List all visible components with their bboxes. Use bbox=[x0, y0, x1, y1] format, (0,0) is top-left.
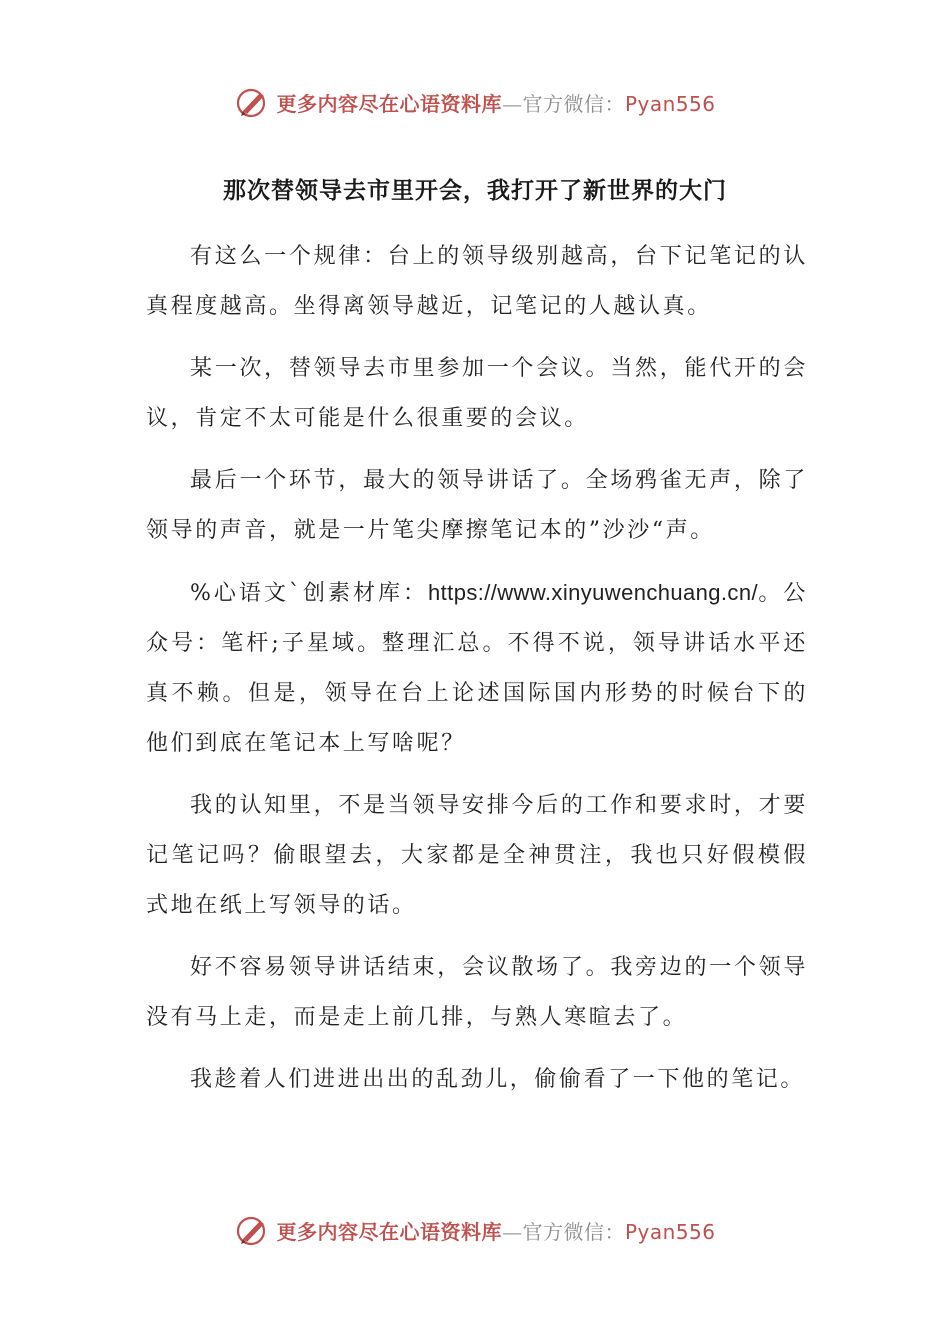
watermark-text bbox=[276, 88, 715, 117]
article-body bbox=[146, 232, 808, 1117]
paragraph-3: 最后一个环节，最大的领导讲话了。全场鸦雀无声，除了领导的声音，就是一片笔尖摩擦笔记本的”沙沙“声。 bbox=[146, 468, 808, 543]
watermark-text bbox=[276, 1216, 715, 1245]
watermark-dash: — bbox=[501, 91, 523, 116]
watermark-official: 官方微信： bbox=[522, 91, 625, 116]
article-title: 那次替领导去市里开会，我打开了新世界的大门 bbox=[223, 177, 727, 204]
paragraph-4 bbox=[146, 568, 808, 769]
paragraph-1: 有这么一个规律：台上的领导级别越高，台下记笔记的认真程度越高。坐得离领导越近，记笔记的人越认真。 bbox=[146, 244, 808, 319]
source-suffix: 。公众号：笔杆;子星域。整理汇总。不得不说，领导讲话水平还真不赖。但是，领导在台上论述国际国内形势的时候台下的他们到底在笔记本上写啥呢？ bbox=[146, 581, 809, 756]
watermark-official: 官方微信： bbox=[522, 1219, 625, 1244]
paragraph-2: 某一次，替领导去市里参加一个会议。当然，能代开的会议，肯定不太可能是什么很重要的会议。 bbox=[146, 356, 808, 431]
header-watermark bbox=[0, 80, 950, 124]
paragraph-6: 好不容易领导讲话结束，会议散场了。我旁边的一个领导没有马上走，而是走上前几排，与熟人寒暄去了。 bbox=[146, 955, 808, 1030]
watermark-wechat-id: Pyan556 bbox=[624, 1219, 716, 1244]
pen-logo-icon bbox=[234, 1212, 270, 1248]
watermark-dash: — bbox=[501, 1219, 523, 1244]
footer-watermark bbox=[0, 1208, 950, 1252]
watermark-wechat-id: Pyan556 bbox=[624, 91, 716, 116]
paragraph-5: 我的认知里，不是当领导安排今后的工作和要求时，才要记笔记吗？偷眼望去，大家都是全神贯注，我也只好假模假式地在纸上写领导的话。 bbox=[146, 793, 808, 918]
pen-logo-icon bbox=[234, 84, 270, 120]
paragraph-7: 我趁着人们进进出出的乱劲儿，偷偷看了一下他的笔记。 bbox=[190, 1067, 806, 1092]
watermark-brand: 更多内容尽在心语资料库 bbox=[276, 91, 502, 116]
watermark-brand: 更多内容尽在心语资料库 bbox=[276, 1219, 502, 1244]
source-prefix: %心语文`创素材库： bbox=[190, 581, 429, 606]
source-url-link[interactable]: https://www.xinyuwenchuang.cn/ bbox=[428, 580, 758, 605]
